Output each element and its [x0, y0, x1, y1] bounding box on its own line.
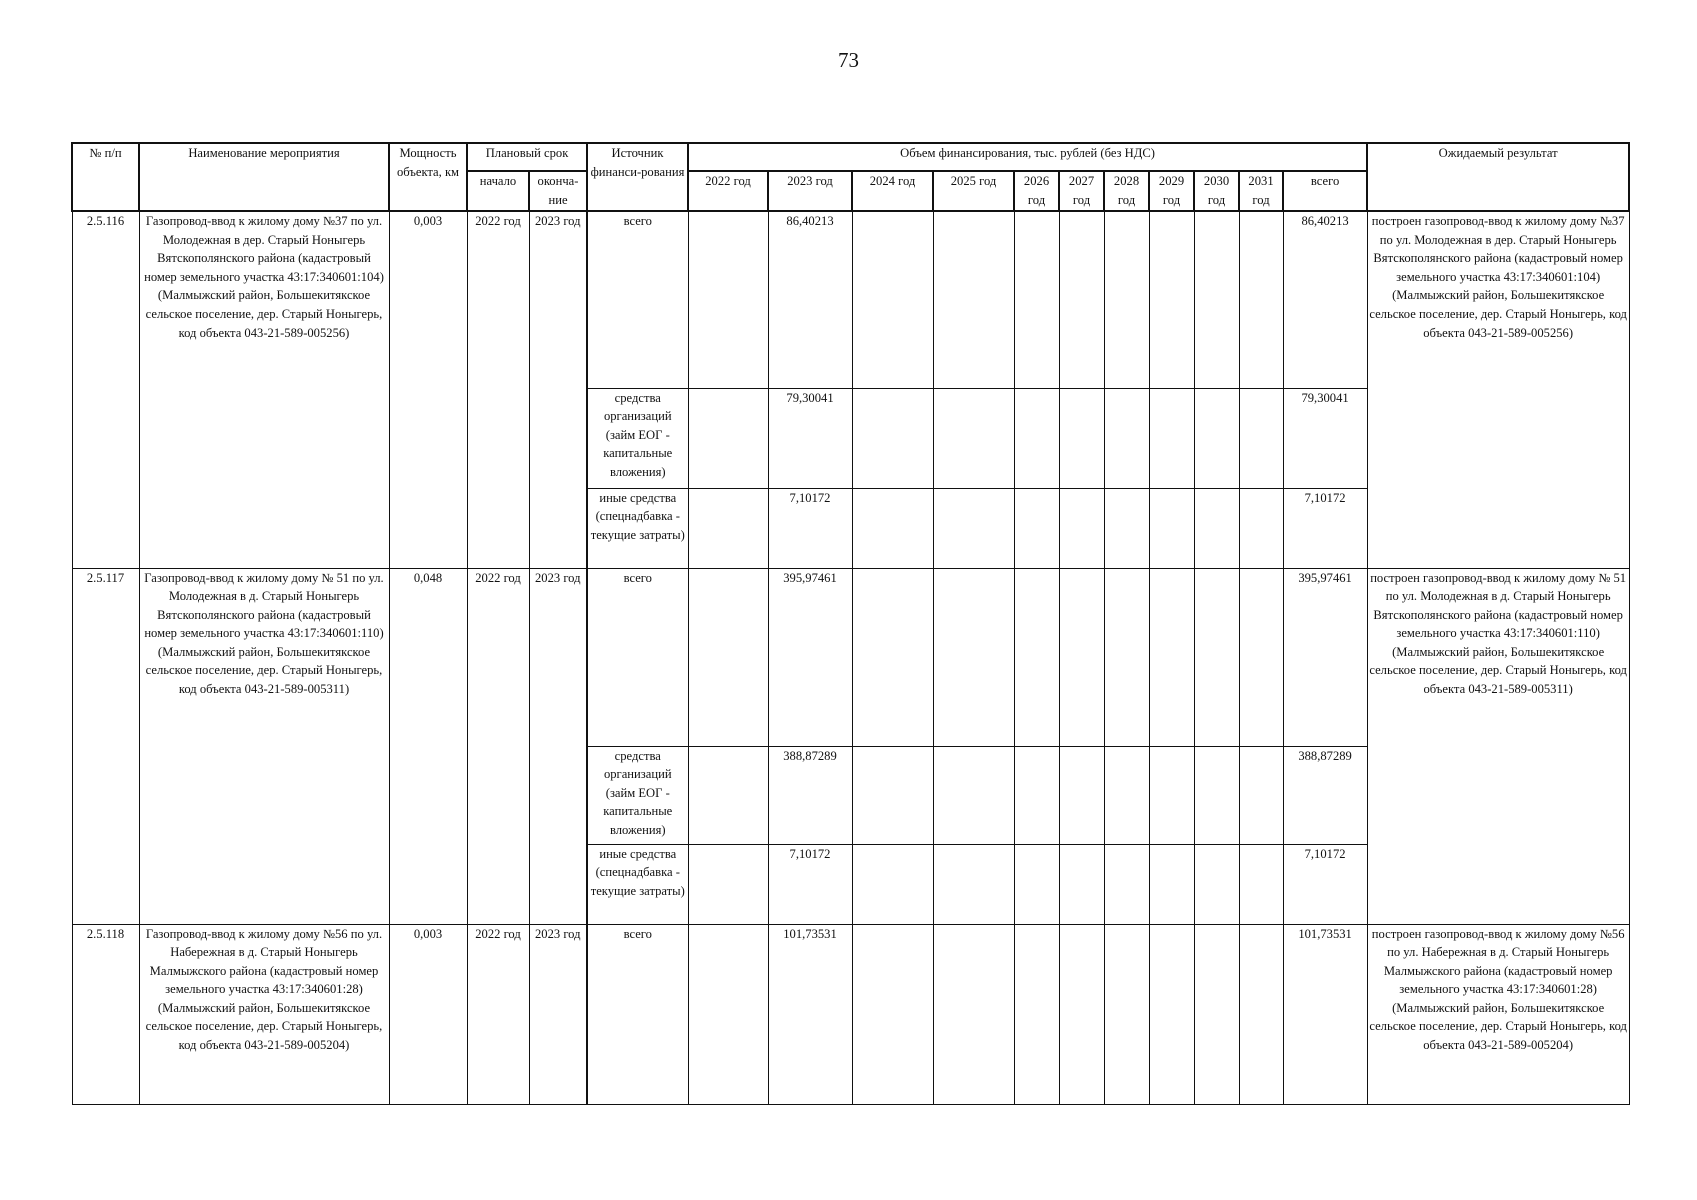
row-source: всего [587, 568, 688, 746]
row-source: иные средства (спецнадбавка - текущие затраты) [587, 488, 688, 568]
table-row [72, 211, 1629, 388]
table-row [72, 568, 1629, 746]
row-capacity: 0,048 [389, 568, 467, 924]
row-value-2023: 388,87289 [768, 746, 852, 844]
header-year-2026: 2026 год [1014, 171, 1059, 211]
header-funding: Объем финансирования, тыс. рублей (без НДС) [688, 143, 1367, 171]
header-year-2030: 2030 год [1194, 171, 1239, 211]
header-year-2029: 2029 год [1149, 171, 1194, 211]
row-value-2023: 79,30041 [768, 388, 852, 488]
row-source: средства организаций (займ ЕОГ - капитальные вложения) [587, 388, 688, 488]
row-end: 2023 год [529, 211, 587, 568]
table-header [72, 143, 1629, 211]
row-value-2023: 7,10172 [768, 844, 852, 924]
row-result: построен газопровод-ввод к жилому дому №56 по ул. Набережная в д. Старый Ноныгерь Малмыжского района (кадастровый номер земельного участка 43:17:340601:28) (Малмыжский район, Большекитякское сельское поселение, дер. Старый Ноныгерь, код объекта 043-21-589-005204) [1367, 924, 1629, 1104]
row-source: всего [587, 924, 688, 1104]
page-number: 73 [838, 48, 859, 72]
row-value-total: 7,10172 [1283, 488, 1367, 568]
header-year-2024: 2024 год [852, 171, 933, 211]
header-capacity: Мощность объекта, км [389, 143, 467, 211]
header-year-2022: 2022 год [688, 171, 768, 211]
row-num: 2.5.117 [72, 568, 139, 924]
header-year-2028: 2028 год [1104, 171, 1149, 211]
row-value-total: 101,73531 [1283, 924, 1367, 1104]
row-value-2023: 86,40213 [768, 211, 852, 388]
row-value-total: 79,30041 [1283, 388, 1367, 488]
row-value-2023: 101,73531 [768, 924, 852, 1104]
row-result: построен газопровод-ввод к жилому дому №37 по ул. Молодежная в дер. Старый Ноныгерь Вятскополянского района (кадастровый номер земельного участка 43:17:340601:104) (Малмыжский район, Большекитякское сельское поселение, дер. Старый Ноныгерь, код объекта 043-21-589-005256) [1367, 211, 1629, 568]
header-source: Источник финанси-рования [587, 143, 688, 211]
row-source: иные средства (спецнадбавка - текущие затраты) [587, 844, 688, 924]
row-source: средства организаций (займ ЕОГ - капитальные вложения) [587, 746, 688, 844]
row-num: 2.5.116 [72, 211, 139, 568]
row-name: Газопровод-ввод к жилому дому № 51 по ул. Молодежная в д. Старый Ноныгерь Вятскополянского района (кадастровый номер земельного участка 43:17:340601:110) (Малмыжский район, Большекитякское сельское поселение, дер. Старый Ноныгерь, код объекта 043-21-589-005311) [139, 568, 389, 924]
row-value-total: 388,87289 [1283, 746, 1367, 844]
row-end: 2023 год [529, 568, 587, 924]
header-year-2023: 2023 год [768, 171, 852, 211]
header-year-2031: 2031 год [1239, 171, 1283, 211]
header-term: Плановый срок [467, 143, 587, 171]
row-value-2023: 395,97461 [768, 568, 852, 746]
row-name: Газопровод-ввод к жилому дому №56 по ул. Набережная в д. Старый Ноныгерь Малмыжского района (кадастровый номер земельного участка 43:17:340601:28) (Малмыжский район, Большекитякское сельское поселение, дер. Старый Ноныгерь, код объекта 043-21-589-005204) [139, 924, 389, 1104]
table-row [72, 924, 1629, 1104]
row-value-2023: 7,10172 [768, 488, 852, 568]
row-capacity: 0,003 [389, 211, 467, 568]
financing-table [71, 142, 1630, 1105]
row-start: 2022 год [467, 568, 529, 924]
row-result: построен газопровод-ввод к жилому дому № 51 по ул. Молодежная в д. Старый Ноныгерь Вятскополянского района (кадастровый номер земельного участка 43:17:340601:110) (Малмыжский район, Большекитякское сельское поселение, дер. Старый Ноныгерь, код объекта 043-21-589-005311) [1367, 568, 1629, 924]
row-capacity: 0,003 [389, 924, 467, 1104]
header-result: Ожидаемый результат [1367, 143, 1629, 211]
header-term-start: начало [467, 171, 529, 211]
header-name: Наименование мероприятия [139, 143, 389, 211]
row-name: Газопровод-ввод к жилому дому №37 по ул. Молодежная в дер. Старый Ноныгерь Вятскополянского района (кадастровый номер земельного участка 43:17:340601:104) (Малмыжский район, Большекитякское сельское поселение, дер. Старый Ноныгерь, код объекта 043-21-589-005256) [139, 211, 389, 568]
row-value-total: 86,40213 [1283, 211, 1367, 388]
row-value-total: 395,97461 [1283, 568, 1367, 746]
row-start: 2022 год [467, 211, 529, 568]
header-term-end: оконча-ние [529, 171, 587, 211]
header-year-2027: 2027 год [1059, 171, 1104, 211]
header-total: всего [1283, 171, 1367, 211]
header-num: № п/п [72, 143, 139, 211]
row-end: 2023 год [529, 924, 587, 1104]
header-year-2025: 2025 год [933, 171, 1014, 211]
row-num: 2.5.118 [72, 924, 139, 1104]
row-value-total: 7,10172 [1283, 844, 1367, 924]
row-source: всего [587, 211, 688, 388]
row-start: 2022 год [467, 924, 529, 1104]
